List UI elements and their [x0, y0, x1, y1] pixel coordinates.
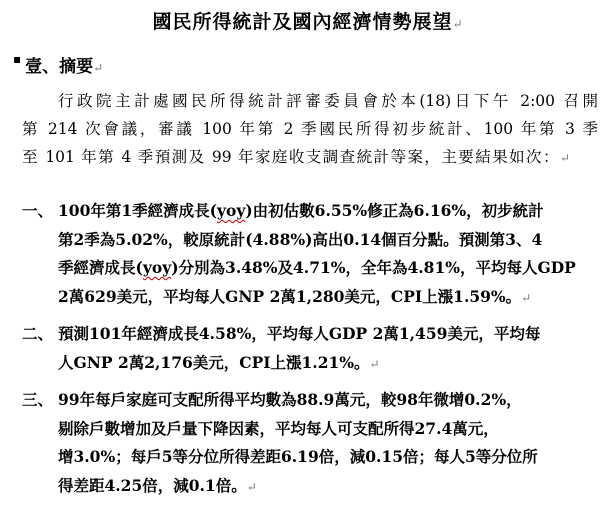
list-item [22, 197, 606, 312]
list-item-number: 二、 [22, 324, 54, 343]
list-item-line [22, 254, 606, 283]
spellcheck-word: yoy [216, 201, 246, 220]
document-title [0, 7, 616, 34]
list-item-line [22, 349, 606, 379]
list-item-line [22, 320, 606, 349]
intro-line [58, 87, 598, 115]
list-item [22, 386, 606, 501]
intro-line-text: 行政院主計處國民所得統計評審委員會於本(18)日下午 2:00 召開 [58, 92, 598, 110]
list-item-line [22, 386, 606, 415]
text-run: )由初估數6.55%修正為6.16%，初步統計 [245, 201, 544, 220]
intro-line-text: 至 101 年第 4 季預測及 99 年家庭收支調查統計等案，主要結果如次： [22, 148, 560, 166]
list-item-line [22, 283, 606, 313]
text-run: 2萬629美元，平均每人GNP 2萬1,280美元，CPI上漲1.59%。 [58, 286, 522, 306]
text-run: 100年第1季經濟成長( [58, 201, 217, 220]
list-item-line [22, 197, 606, 226]
intro-line [22, 115, 598, 143]
list-item-number: 一、 [22, 201, 54, 220]
text-run: 99年每戶家庭可支配所得平均數為88.9萬元，較98年微增0.2%， [58, 390, 522, 409]
paragraph-mark: ↵ [559, 151, 570, 165]
text-run: 預測101年經濟成長4.58%，平均每人GDP 2萬1,459美元，平均每 [58, 324, 541, 343]
title-text: 國民所得統計及國內經濟情勢展望 [152, 11, 453, 33]
list-item-line [22, 472, 606, 502]
intro-line [22, 143, 570, 172]
text-run: 人GNP 2萬2,176美元，CPI上漲1.21%。 [58, 352, 370, 372]
text-run: 剔除戶數增加及戶量下降因素，平均每人可支配所得27.4萬元， [58, 418, 499, 438]
paragraph-mark: ↵ [246, 479, 257, 494]
intro-line-text: 第 214 次會議，審議 100 年第 2 季國民所得初步統計、100 年第 3 季 [22, 120, 598, 138]
text-run: )分別為3.48%及4.71%，全年為4.81%，平均每人GDP [171, 258, 576, 277]
intro-paragraph [22, 87, 598, 172]
list-item-line [22, 226, 606, 255]
paragraph-mark: ↵ [93, 61, 104, 75]
paragraph-mark: ↵ [452, 17, 464, 31]
list-item-number: 三、 [22, 390, 54, 409]
text-run: 得差距4.25倍，減0.1倍。 [58, 475, 247, 495]
paragraph-mark: ↵ [521, 290, 532, 305]
spellcheck-word: yoy [142, 258, 172, 277]
text-run: 季經濟成長( [58, 258, 143, 277]
bullet-icon: ▪ [13, 52, 22, 66]
paragraph-mark: ↵ [369, 356, 380, 371]
section-heading [13, 52, 103, 77]
text-run: 增3.0%；每戶5等分位所得差距6.19倍，減0.15倍；每人5等分位所 [58, 447, 538, 466]
text-run: 第2季為5.02%，較原統計(4.88%)高出0.14個百分點。預測第3、4 [58, 229, 543, 249]
section-heading-text: 壹、摘要 [25, 57, 94, 77]
list-item-line [22, 443, 606, 472]
list-item-line [22, 415, 606, 444]
list-item [22, 320, 606, 378]
